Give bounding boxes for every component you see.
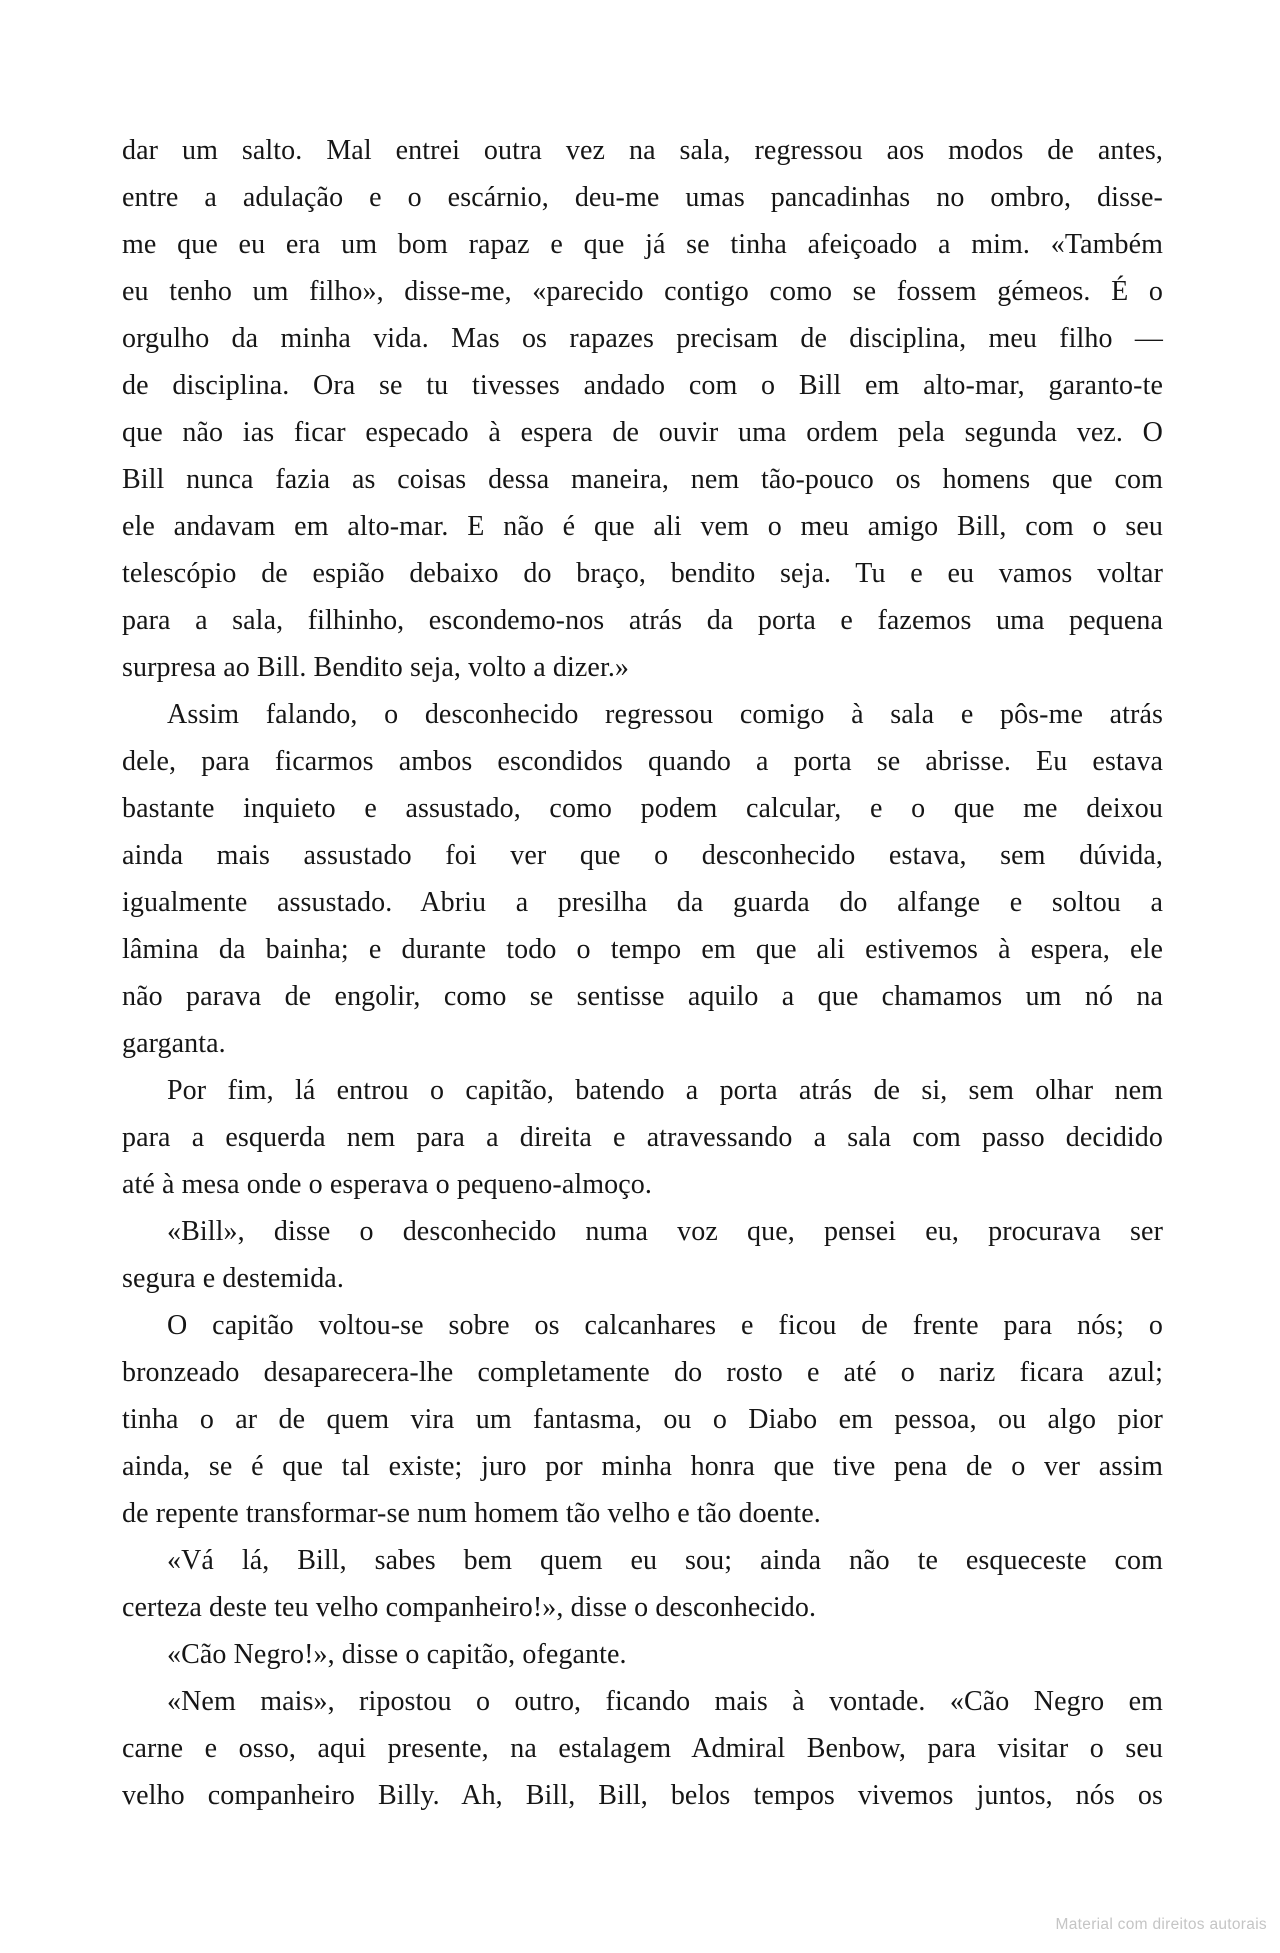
text-line: ele andavam em alto-mar. E não é que ali vem o meu amigo Bill, com o seu [122, 511, 1163, 542]
text-line: O capitão voltou-se sobre os calcanhares e ficou de frente para nós; o [167, 1310, 1163, 1341]
text-line: velho companheiro Billy. Ah, Bill, Bill, belos tempos vivemos juntos, nós os [122, 1780, 1163, 1811]
text-line: dele, para ficarmos ambos escondidos quando a porta se abrisse. Eu estava [122, 746, 1163, 777]
paragraph [122, 1678, 1163, 1819]
text-line: «Vá lá, Bill, sabes bem quem eu sou; ainda não te esqueceste com [167, 1545, 1163, 1576]
paragraph [122, 691, 1163, 1067]
text-line: igualmente assustado. Abriu a presilha da guarda do alfange e soltou a [122, 887, 1163, 918]
text-line: para a sala, filhinho, escondemo-nos atrás da porta e fazemos uma pequena [122, 605, 1163, 636]
text-line: orgulho da minha vida. Mas os rapazes precisam de disciplina, meu filho — [122, 323, 1163, 354]
text-line: para a esquerda nem para a direita e atravessando a sala com passo decidido [122, 1122, 1163, 1153]
text-line: «Nem mais», ripostou o outro, ficando mais à vontade. «Cão Negro em [167, 1686, 1163, 1717]
text-line: me que eu era um bom rapaz e que já se tinha afeiçoado a mim. «Também [122, 229, 1163, 260]
text-line: Bill nunca fazia as coisas dessa maneira, nem tão-pouco os homens que com [122, 464, 1163, 495]
page-text-block [122, 127, 1163, 1819]
text-line: segura e destemida. [122, 1263, 344, 1294]
text-line: não parava de engolir, como se sentisse aquilo a que chamamos um nó na [122, 981, 1163, 1012]
paragraph [122, 127, 1163, 691]
text-line: Por fim, lá entrou o capitão, batendo a porta atrás de si, sem olhar nem [167, 1075, 1163, 1106]
text-line: de repente transformar-se num homem tão velho e tão doente. [122, 1498, 821, 1529]
copyright-notice: Material com direitos autorais [1055, 1916, 1267, 1933]
text-line: garganta. [122, 1028, 226, 1059]
text-line: carne e osso, aqui presente, na estalagem Admiral Benbow, para visitar o seu [122, 1733, 1163, 1764]
text-line: até à mesa onde o esperava o pequeno-almoço. [122, 1169, 652, 1200]
paragraph [122, 1302, 1163, 1537]
text-line: tinha o ar de quem vira um fantasma, ou o Diabo em pessoa, ou algo pior [122, 1404, 1163, 1435]
paragraph [122, 1631, 1163, 1678]
text-line: bronzeado desaparecera-lhe completamente do rosto e até o nariz ficara azul; [122, 1357, 1163, 1388]
text-line: «Cão Negro!», disse o capitão, ofegante. [167, 1639, 627, 1670]
paragraph [122, 1537, 1163, 1631]
text-line: ainda mais assustado foi ver que o desconhecido estava, sem dúvida, [122, 840, 1163, 871]
text-line: ainda, se é que tal existe; juro por minha honra que tive pena de o ver assim [122, 1451, 1163, 1482]
text-line: Assim falando, o desconhecido regressou comigo à sala e pôs-me atrás [167, 699, 1163, 730]
text-line: eu tenho um filho», disse-me, «parecido contigo como se fossem gémeos. É o [122, 276, 1163, 307]
text-line: de disciplina. Ora se tu tivesses andado com o Bill em alto-mar, garanto-te [122, 370, 1163, 401]
text-line: que não ias ficar especado à espera de ouvir uma ordem pela segunda vez. O [122, 417, 1163, 448]
paragraph [122, 1067, 1163, 1208]
text-line: lâmina da bainha; e durante todo o tempo em que ali estivemos à espera, ele [122, 934, 1163, 965]
text-line: dar um salto. Mal entrei outra vez na sala, regressou aos modos de antes, [122, 135, 1163, 166]
text-line: bastante inquieto e assustado, como podem calcular, e o que me deixou [122, 793, 1163, 824]
text-line: surpresa ao Bill. Bendito seja, volto a dizer.» [122, 652, 630, 683]
text-line: «Bill», disse o desconhecido numa voz que, pensei eu, procurava ser [167, 1216, 1163, 1247]
text-line: telescópio de espião debaixo do braço, bendito seja. Tu e eu vamos voltar [122, 558, 1163, 589]
text-line: certeza deste teu velho companheiro!», disse o desconhecido. [122, 1592, 817, 1623]
text-line: entre a adulação e o escárnio, deu-me umas pancadinhas no ombro, disse- [122, 182, 1163, 213]
paragraph [122, 1208, 1163, 1302]
